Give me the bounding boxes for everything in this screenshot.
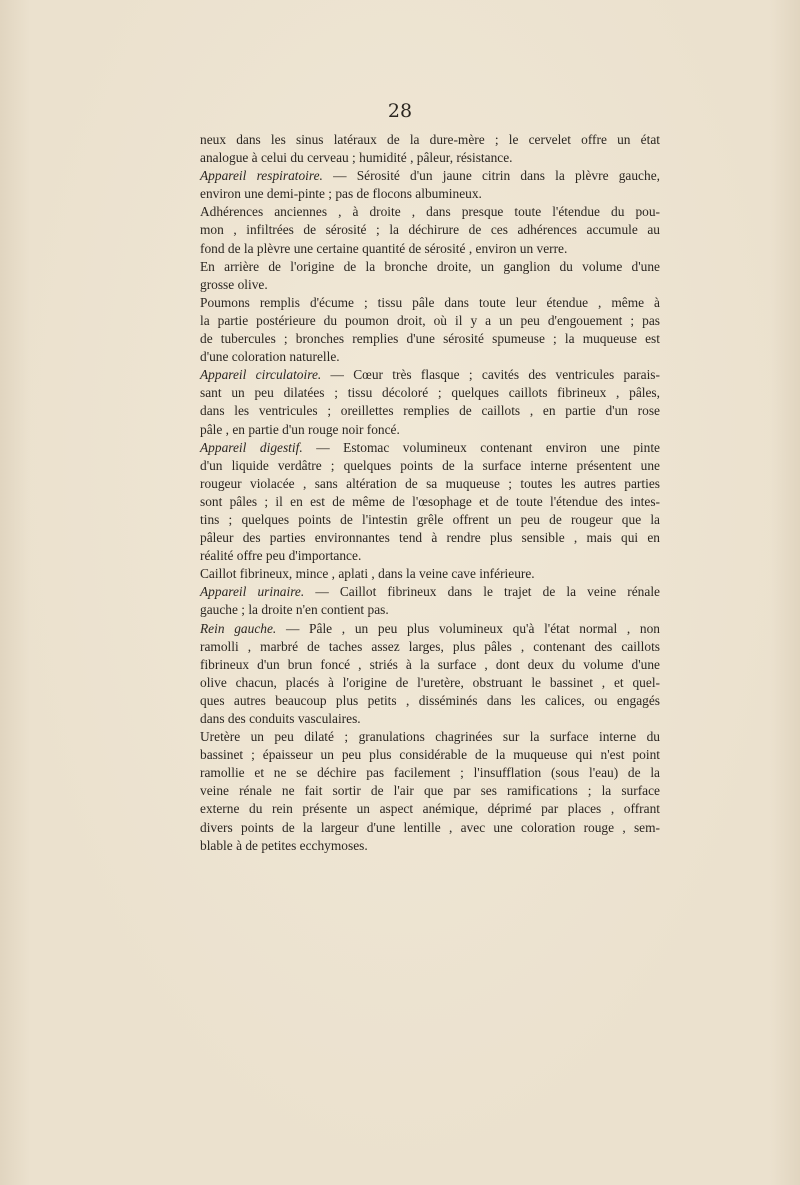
text-line: externe du rein présente un aspect anémique, déprimé par places , offrant [200, 801, 660, 817]
text-line: tins ; quelques points de l'intestin grêle offrent un peu de rougeur que la [200, 511, 660, 527]
text-line: analogue à celui du cerveau ; humidité , pâleur, résistance. [200, 150, 513, 166]
section-title: Appareil respiratoire. [200, 168, 323, 184]
text-line: En arrière de l'origine de la bronche droite, un ganglion du volume d'une [200, 258, 660, 274]
page-number: 28 [387, 100, 413, 122]
paragraph [200, 565, 660, 583]
section-title: Rein gauche. [200, 620, 277, 636]
text-line-rest: — Caillot fibrineux dans le trajet de la veine rénale [304, 584, 660, 600]
paragraph [200, 439, 660, 566]
text-line: neux dans les sinus latéraux de la dure-mère ; le cervelet offre un état [200, 132, 660, 147]
text-line [200, 583, 660, 601]
text-line: Uretère un peu dilaté ; granulations chagrinées sur la surface interne du [200, 729, 660, 745]
text-line: dans des conduits vasculaires. [200, 711, 361, 726]
text-line-rest: — Sérosité d'un jaune citrin dans la plèvre gauche, [322, 168, 660, 184]
paragraph [200, 131, 660, 167]
text-line: olive chacun, placés à l'origine de l'uretère, obstruant le bassinet , et quel- [200, 674, 660, 690]
section-title: Appareil circulatoire. [200, 367, 322, 383]
text-line: bassinet ; épaisseur un peu plus considérable de la muqueuse qui n'est point [200, 747, 660, 763]
text-line-rest: — Pâle , un peu plus volumineux qu'à l'état normal , non [276, 620, 661, 636]
text-line: sant un peu dilatées ; tissu décoloré ; quelques caillots fibrineux , pâles, [200, 385, 660, 401]
text-line: fond de la plèvre une certaine quantité de sérosité , environ un verre. [200, 240, 568, 256]
text-line-rest: — Estomac volumineux contenant environ une pinte [302, 439, 660, 455]
paragraph [200, 294, 660, 366]
text-line: réalité offre peu d'importance. [200, 548, 362, 564]
paragraph [200, 728, 660, 855]
text-line: gauche ; la droite n'en contient pas. [200, 602, 389, 618]
text-line: fibrineux d'un brun foncé , striés à la surface , dont deux du volume d'une [200, 656, 660, 672]
text-line: d'un liquide verdâtre ; quelques points de la surface interne présentent une [200, 457, 660, 473]
text-line: rougeur violacée , sans altération de sa muqueuse ; toutes les autres parties [200, 475, 660, 491]
text-line: veine rénale ne fait sortir de l'air que par ses ramifications ; la surface [200, 783, 660, 799]
text-line-rest: — Cœur très flasque ; cavités des ventricules parais- [321, 367, 660, 383]
text-line: ramolli , marbré de taches assez larges, plus pâles , contenant des caillots [200, 638, 660, 654]
paragraph [200, 366, 660, 438]
paragraph [200, 583, 660, 619]
text-line [200, 439, 660, 457]
text-line [200, 620, 660, 638]
text-line: dans les ventricules ; oreillettes remplies de caillots , en partie d'un rose [200, 403, 660, 419]
text-line: Adhérences anciennes , à droite , dans presque toute l'étendue du pou- [200, 204, 660, 220]
text-line: grosse olive. [200, 276, 268, 292]
text-line: divers points de la largeur d'une lentille , avec une coloration rouge , sem- [200, 819, 660, 835]
paragraph [200, 258, 660, 294]
text-line: Poumons remplis d'écume ; tissu pâle dans toute leur étendue , même à [200, 294, 660, 310]
text-line: ques autres beaucoup plus petits , disséminés dans les calices, ou engagés [200, 692, 660, 708]
text-line [200, 167, 660, 185]
paragraph [200, 167, 660, 203]
text-line: de tubercules ; bronches remplies d'une sérosité spumeuse ; la muqueuse est [200, 331, 660, 347]
text-line: ramollie et ne se déchire pas facilement ; l'insufflation (sous l'eau) de la [200, 765, 660, 781]
section-title: Appareil digestif. [200, 439, 303, 455]
text-line: pâle , en partie d'un rouge noir foncé. [200, 421, 400, 437]
body-text [200, 131, 660, 855]
text-line: mon , infiltrées de sérosité ; la déchirure de ces adhérences accumule au [200, 222, 660, 238]
text-line: blable à de petites ecchymoses. [200, 837, 368, 853]
text-line: d'une coloration naturelle. [200, 349, 340, 365]
section-title: Appareil urinaire. [200, 584, 305, 600]
text-line [200, 366, 660, 384]
paragraph [200, 203, 660, 257]
paragraph [200, 620, 660, 729]
text-line: environ une demi-pinte ; pas de flocons albumineux. [200, 186, 482, 202]
text-line: la partie postérieure du poumon droit, où il y a un peu d'engouement ; pas [200, 312, 660, 328]
text-line: Caillot fibrineux, mince , aplati , dans la veine cave inférieure. [200, 566, 535, 582]
text-line: sont pâles ; il en est de même de l'œsophage et de toute l'étendue des intes- [200, 493, 660, 509]
text-line: pâleur des parties environnantes tend à rendre plus sensible , mais qui en [200, 530, 660, 546]
